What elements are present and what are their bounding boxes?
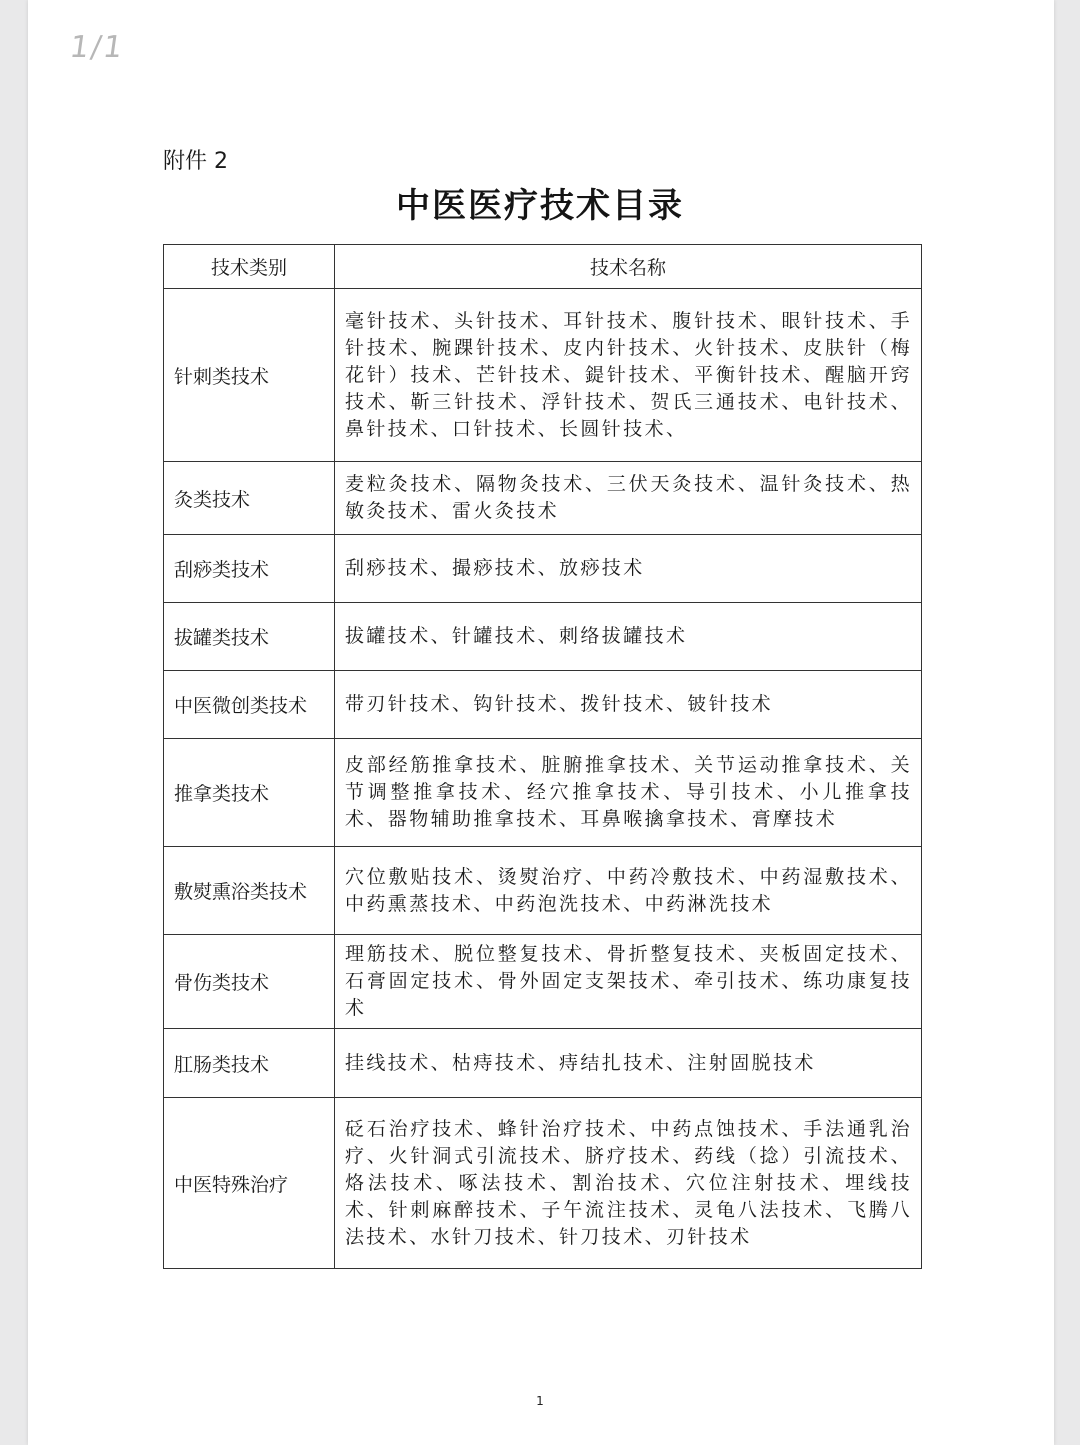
category-cell: 针刺类技术 <box>164 289 335 462</box>
table-row <box>164 289 922 462</box>
category-cell: 拔罐类技术 <box>164 603 335 671</box>
names-cell: 刮痧技术、撮痧技术、放痧技术 <box>335 535 922 603</box>
names-cell: 带刃针技术、钩针技术、拨针技术、铍针技术 <box>335 671 922 739</box>
page-number: 1 <box>536 1394 544 1408</box>
category-cell: 中医特殊治疗 <box>164 1098 335 1269</box>
header-category: 技术类别 <box>164 245 335 289</box>
names-cell: 毫针技术、头针技术、耳针技术、腹针技术、眼针技术、手针技术、腕踝针技术、皮内针技术、火针技术、皮肤针（梅花针）技术、芒针技术、鍉针技术、平衡针技术、醒脑开窍技术、靳三针技术、浮针技术、贺氏三通技术、电针技术、鼻针技术、口针技术、长圆针技术、 <box>335 289 922 462</box>
table-header-row <box>164 245 922 289</box>
names-cell: 理筋技术、脱位整复技术、骨折整复技术、夹板固定技术、石膏固定技术、骨外固定支架技术、牵引技术、练功康复技术 <box>335 935 922 1029</box>
table-row <box>164 847 922 935</box>
table-row <box>164 603 922 671</box>
table-row <box>164 462 922 535</box>
table-row <box>164 535 922 603</box>
names-cell: 麦粒灸技术、隔物灸技术、三伏天灸技术、温针灸技术、热敏灸技术、雷火灸技术 <box>335 462 922 535</box>
document-title: 中医医疗技术目录 <box>396 186 684 226</box>
category-cell: 骨伤类技术 <box>164 935 335 1029</box>
names-cell: 拔罐技术、针罐技术、刺络拔罐技术 <box>335 603 922 671</box>
table-row <box>164 1098 922 1269</box>
category-cell: 灸类技术 <box>164 462 335 535</box>
header-names: 技术名称 <box>335 245 922 289</box>
names-cell: 砭石治疗技术、蜂针治疗技术、中药点蚀技术、手法通乳治疗、火针洞式引流技术、脐疗技术、药线（捻）引流技术、烙法技术、啄法技术、割治技术、穴位注射技术、埋线技术、针刺麻醉技术、子午流注技术、灵龟八法技术、飞腾八法技术、水针刀技术、针刀技术、刃针技术 <box>335 1098 922 1269</box>
page-indicator: 1/1 <box>67 30 127 65</box>
category-cell: 刮痧类技术 <box>164 535 335 603</box>
category-cell: 中医微创类技术 <box>164 671 335 739</box>
category-cell: 推拿类技术 <box>164 739 335 847</box>
names-cell: 挂线技术、枯痔技术、痔结扎技术、注射固脱技术 <box>335 1029 922 1098</box>
attachment-label: 附件 2 <box>163 149 228 174</box>
table-row <box>164 935 922 1029</box>
table-row <box>164 1029 922 1098</box>
table-row <box>164 739 922 847</box>
category-cell: 敷熨熏浴类技术 <box>164 847 335 935</box>
names-cell: 皮部经筋推拿技术、脏腑推拿技术、关节运动推拿技术、关节调整推拿技术、经穴推拿技术、导引技术、小儿推拿技术、器物辅助推拿技术、耳鼻喉擒拿技术、膏摩技术 <box>335 739 922 847</box>
names-cell: 穴位敷贴技术、烫熨治疗、中药冷敷技术、中药湿敷技术、中药熏蒸技术、中药泡洗技术、中药淋洗技术 <box>335 847 922 935</box>
category-cell: 肛肠类技术 <box>164 1029 335 1098</box>
table-row <box>164 671 922 739</box>
technology-catalog-table <box>163 244 922 1269</box>
